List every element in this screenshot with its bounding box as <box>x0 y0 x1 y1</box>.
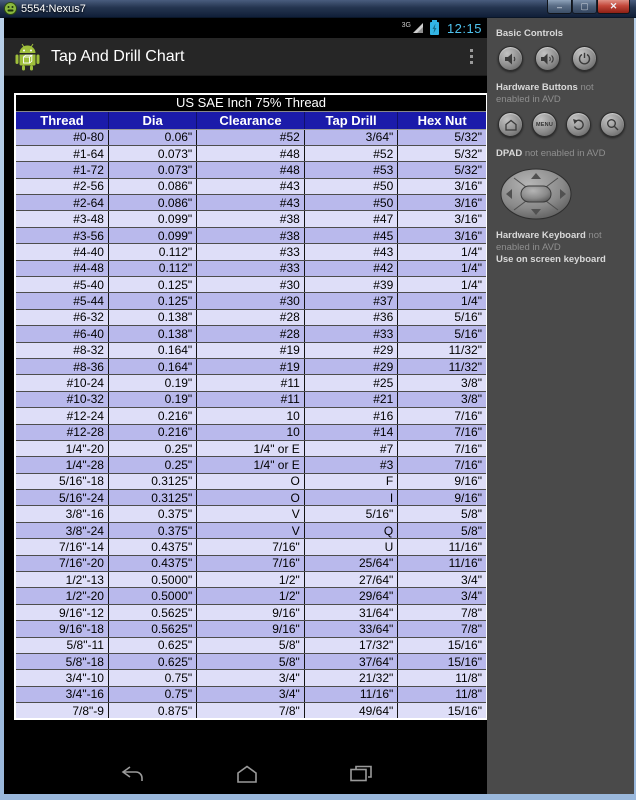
table-cell: 9/16" <box>197 604 305 620</box>
dpad-control[interactable] <box>500 168 625 220</box>
emulator-control-panel <box>487 18 634 794</box>
table-cell: 1/4" <box>398 244 487 260</box>
table-cell: 1/4" or E <box>197 457 305 473</box>
table-row <box>15 358 487 374</box>
table-cell: 1/4" or E <box>197 440 305 456</box>
table-cell: 7/8"-9 <box>15 703 108 719</box>
table-cell: #3 <box>304 457 397 473</box>
table-cell: #11 <box>197 375 305 391</box>
table-row <box>15 375 487 391</box>
app-title: Tap And Drill Chart <box>51 47 185 65</box>
table-cell: 0.086" <box>108 195 196 211</box>
home-nav-icon[interactable] <box>235 765 259 783</box>
table-cell: 1/4"-20 <box>15 440 108 456</box>
table-cell: Q <box>304 522 397 538</box>
hardware-buttons-title: Hardware Buttons <box>496 82 578 93</box>
table-cell: #8-32 <box>15 342 108 358</box>
table-cell: 10 <box>197 408 305 424</box>
table-cell: 0.086" <box>108 178 196 194</box>
table-row <box>15 604 487 620</box>
window-titlebar[interactable] <box>0 0 636 18</box>
table-cell: 3/4"-10 <box>15 670 108 686</box>
recent-apps-nav-icon[interactable] <box>349 765 373 783</box>
table-cell: 5/8" <box>398 522 487 538</box>
table-cell: 49/64" <box>304 703 397 719</box>
maximize-button[interactable]: ▢ <box>572 0 597 14</box>
table-header-row <box>15 111 487 129</box>
table-cell: 3/8"-16 <box>15 506 108 522</box>
table-cell: #25 <box>304 375 397 391</box>
table-cell: #6-40 <box>15 326 108 342</box>
table-cell: #30 <box>197 277 305 293</box>
table-cell: #4-40 <box>15 244 108 260</box>
drill-table-body <box>15 129 487 719</box>
table-cell: O <box>197 490 305 506</box>
table-cell: 0.5000" <box>108 572 196 588</box>
table-cell: 1/4" <box>398 293 487 309</box>
close-button[interactable]: ✕ <box>597 0 630 14</box>
table-cell: U <box>304 539 397 555</box>
table-cell: 15/16" <box>398 654 487 670</box>
table-title-row <box>15 94 487 111</box>
table-cell: #12-28 <box>15 424 108 440</box>
table-cell: #33 <box>304 326 397 342</box>
status-clock: 12:15 <box>446 20 482 36</box>
table-row <box>15 572 487 588</box>
table-cell: #47 <box>304 211 397 227</box>
table-cell: 17/32" <box>304 637 397 653</box>
table-row <box>15 457 487 473</box>
search-button[interactable] <box>600 112 625 137</box>
table-cell: #3-48 <box>15 211 108 227</box>
table-cell: #14 <box>304 424 397 440</box>
table-cell: 0.112" <box>108 260 196 276</box>
table-cell: 0.875" <box>108 703 196 719</box>
menu-button[interactable] <box>532 112 557 137</box>
hardware-keyboard-title: Hardware Keyboard <box>496 230 586 241</box>
table-cell: 0.216" <box>108 424 196 440</box>
table-cell: 0.25" <box>108 457 196 473</box>
table-cell: 7/16" <box>398 457 487 473</box>
minimize-button[interactable]: – <box>547 0 572 14</box>
table-cell: 7/16"-14 <box>15 539 108 555</box>
table-cell: 7/8" <box>398 621 487 637</box>
table-cell: 1/2"-20 <box>15 588 108 604</box>
table-cell: 0.164" <box>108 358 196 374</box>
table-cell: 31/64" <box>304 604 397 620</box>
table-row <box>15 260 487 276</box>
table-row <box>15 473 487 489</box>
table-row <box>15 440 487 456</box>
table-cell: 11/16" <box>398 539 487 555</box>
table-row <box>15 145 487 161</box>
table-cell: 3/16" <box>398 195 487 211</box>
table-cell: 0.099" <box>108 211 196 227</box>
hardware-buttons-note: not enabled in AVD <box>496 82 594 105</box>
table-cell: #50 <box>304 195 397 211</box>
table-row <box>15 309 487 325</box>
table-cell: 7/16"-20 <box>15 555 108 571</box>
table-cell: 3/4" <box>398 572 487 588</box>
table-cell: #4-48 <box>15 260 108 276</box>
table-row <box>15 162 487 178</box>
table-cell: 7/16" <box>398 424 487 440</box>
table-cell: 9/16" <box>197 621 305 637</box>
table-row <box>15 424 487 440</box>
onscreen-keyboard-hint: Use on screen keyboard <box>496 254 606 265</box>
dpad-label <box>496 148 625 160</box>
dpad-note: not enabled in AVD <box>524 148 606 159</box>
table-cell: #10-24 <box>15 375 108 391</box>
table-cell: 0.375" <box>108 506 196 522</box>
table-cell: 9/16"-18 <box>15 621 108 637</box>
table-row <box>15 211 487 227</box>
table-cell: 0.125" <box>108 277 196 293</box>
table-cell: 0.5625" <box>108 621 196 637</box>
table-cell: #29 <box>304 358 397 374</box>
table-cell: #33 <box>197 244 305 260</box>
table-cell: #29 <box>304 342 397 358</box>
table-cell: #3-56 <box>15 227 108 243</box>
signal-strength-icon <box>402 22 424 34</box>
table-cell: #19 <box>197 358 305 374</box>
table-cell: #2-56 <box>15 178 108 194</box>
table-cell: 5/16" <box>398 326 487 342</box>
table-cell: 1/4" <box>398 260 487 276</box>
table-cell: 11/8" <box>398 670 487 686</box>
table-cell: 0.5000" <box>108 588 196 604</box>
table-cell: 11/32" <box>398 358 487 374</box>
table-cell: 5/8"-11 <box>15 637 108 653</box>
table-cell: 7/16" <box>197 555 305 571</box>
app-action-bar <box>4 38 487 76</box>
table-cell: 33/64" <box>304 621 397 637</box>
table-row <box>15 129 487 145</box>
table-cell: 0.75" <box>108 686 196 702</box>
table-cell: #33 <box>197 260 305 276</box>
table-cell: #12-24 <box>15 408 108 424</box>
table-cell: #5-44 <box>15 293 108 309</box>
column-header: Tap Drill <box>304 111 397 129</box>
table-cell: #16 <box>304 408 397 424</box>
table-cell: #11 <box>197 391 305 407</box>
table-row <box>15 506 487 522</box>
table-row <box>15 588 487 604</box>
table-cell: 11/16" <box>304 686 397 702</box>
table-cell: #19 <box>197 342 305 358</box>
table-cell: 0.3125" <box>108 490 196 506</box>
table-cell: 27/64" <box>304 572 397 588</box>
hardware-buttons-row <box>498 112 625 137</box>
table-cell: 5/16" <box>398 309 487 325</box>
emulator-app-icon <box>4 2 17 15</box>
table-cell: F <box>304 473 397 489</box>
table-cell: 7/8" <box>197 703 305 719</box>
table-cell: 15/16" <box>398 637 487 653</box>
table-row <box>15 408 487 424</box>
table-cell: 3/8" <box>398 375 487 391</box>
table-cell: I <box>304 490 397 506</box>
table-cell: #53 <box>304 162 397 178</box>
table-cell: #37 <box>304 293 397 309</box>
table-cell: #52 <box>304 145 397 161</box>
table-cell: #38 <box>197 211 305 227</box>
table-cell: 10 <box>197 424 305 440</box>
table-cell: 5/8" <box>197 637 305 653</box>
table-cell: 0.125" <box>108 293 196 309</box>
table-cell: #21 <box>304 391 397 407</box>
table-row <box>15 342 487 358</box>
power-button[interactable] <box>572 46 597 71</box>
back-button[interactable] <box>566 112 591 137</box>
column-header: Dia <box>108 111 196 129</box>
table-title: US SAE Inch 75% Thread <box>15 94 487 111</box>
table-cell: #43 <box>197 195 305 211</box>
table-row <box>15 391 487 407</box>
table-row <box>15 670 487 686</box>
table-cell: 11/8" <box>398 686 487 702</box>
table-cell: #43 <box>304 244 397 260</box>
table-cell: 3/4" <box>197 670 305 686</box>
hardware-keyboard-label <box>496 230 625 254</box>
table-cell: 1/2" <box>197 588 305 604</box>
table-cell: 0.073" <box>108 162 196 178</box>
network-type-label: 3G <box>401 22 411 29</box>
table-cell: #39 <box>304 277 397 293</box>
table-row <box>15 621 487 637</box>
column-header: Hex Nut <box>398 111 487 129</box>
table-cell: 7/16" <box>398 408 487 424</box>
table-cell: 9/16"-12 <box>15 604 108 620</box>
table-cell: #43 <box>197 178 305 194</box>
hardware-buttons-label <box>496 82 625 106</box>
table-cell: 5/32" <box>398 129 487 145</box>
hardware-keyboard-note: not enabled in AVD <box>496 230 602 253</box>
table-cell: 0.138" <box>108 326 196 342</box>
table-row <box>15 227 487 243</box>
table-cell: 0.4375" <box>108 539 196 555</box>
table-cell: 3/16" <box>398 178 487 194</box>
table-cell: 0.5625" <box>108 604 196 620</box>
table-cell: #2-64 <box>15 195 108 211</box>
table-row <box>15 195 487 211</box>
table-cell: 21/32" <box>304 670 397 686</box>
table-cell: #50 <box>304 178 397 194</box>
menu-button-label: MENU <box>536 121 553 128</box>
table-cell: 0.06" <box>108 129 196 145</box>
table-cell: #52 <box>197 129 305 145</box>
table-cell: 5/16" <box>304 506 397 522</box>
table-row <box>15 178 487 194</box>
back-nav-icon[interactable] <box>119 765 145 783</box>
table-row <box>15 539 487 555</box>
table-cell: 1/2" <box>197 572 305 588</box>
tap-drill-table <box>14 93 487 720</box>
table-cell: 29/64" <box>304 588 397 604</box>
table-cell: 0.112" <box>108 244 196 260</box>
volume-down-button[interactable] <box>498 46 523 71</box>
table-cell: 0.75" <box>108 670 196 686</box>
table-cell: 3/8"-24 <box>15 522 108 538</box>
table-cell: 3/4"-16 <box>15 686 108 702</box>
table-cell: V <box>197 506 305 522</box>
table-cell: #1-72 <box>15 162 108 178</box>
table-row <box>15 637 487 653</box>
table-row <box>15 522 487 538</box>
table-cell: 5/8" <box>197 654 305 670</box>
table-row <box>15 703 487 719</box>
table-cell: #45 <box>304 227 397 243</box>
window-title: 5554:Nexus7 <box>21 2 86 15</box>
table-cell: 0.138" <box>108 309 196 325</box>
table-cell: 0.625" <box>108 637 196 653</box>
table-cell: 0.25" <box>108 440 196 456</box>
emulator-screen <box>4 18 487 794</box>
table-cell: 0.19" <box>108 375 196 391</box>
table-cell: 9/16" <box>398 490 487 506</box>
table-row <box>15 654 487 670</box>
window-controls <box>547 0 630 14</box>
table-cell: 37/64" <box>304 654 397 670</box>
table-cell: 3/16" <box>398 211 487 227</box>
home-button[interactable] <box>498 112 523 137</box>
table-cell: #7 <box>304 440 397 456</box>
table-cell: 15/16" <box>398 703 487 719</box>
column-header: Thread <box>15 111 108 129</box>
android-nav-bar <box>4 753 487 794</box>
table-cell: 0.625" <box>108 654 196 670</box>
table-row <box>15 244 487 260</box>
table-cell: 5/32" <box>398 162 487 178</box>
overflow-menu-icon[interactable] <box>464 43 480 71</box>
table-cell: V <box>197 522 305 538</box>
table-cell: 7/16" <box>398 440 487 456</box>
table-cell: 1/2"-13 <box>15 572 108 588</box>
table-row <box>15 490 487 506</box>
table-cell: #42 <box>304 260 397 276</box>
table-cell: #5-40 <box>15 277 108 293</box>
table-cell: 0.073" <box>108 145 196 161</box>
table-cell: #48 <box>197 145 305 161</box>
table-cell: 0.099" <box>108 227 196 243</box>
table-cell: 3/16" <box>398 227 487 243</box>
column-header: Clearance <box>197 111 305 129</box>
android-robot-icon <box>14 42 41 71</box>
battery-charging-icon <box>430 22 439 35</box>
table-cell: 0.3125" <box>108 473 196 489</box>
table-cell: 11/32" <box>398 342 487 358</box>
table-cell: 5/16"-18 <box>15 473 108 489</box>
table-cell: 5/32" <box>398 145 487 161</box>
table-cell: #30 <box>197 293 305 309</box>
table-cell: #1-64 <box>15 145 108 161</box>
table-cell: #28 <box>197 309 305 325</box>
table-cell: 3/64" <box>304 129 397 145</box>
table-cell: 3/8" <box>398 391 487 407</box>
table-row <box>15 277 487 293</box>
table-cell: 0.216" <box>108 408 196 424</box>
android-status-bar <box>4 18 487 38</box>
table-row <box>15 555 487 571</box>
table-cell: #6-32 <box>15 309 108 325</box>
volume-up-button[interactable] <box>535 46 560 71</box>
table-cell: 5/8"-18 <box>15 654 108 670</box>
table-cell: 11/16" <box>398 555 487 571</box>
table-cell: 1/4" <box>398 277 487 293</box>
table-cell: #10-32 <box>15 391 108 407</box>
table-row <box>15 293 487 309</box>
table-cell: #0-80 <box>15 129 108 145</box>
table-row <box>15 326 487 342</box>
table-cell: 0.19" <box>108 391 196 407</box>
table-cell: #38 <box>197 227 305 243</box>
basic-controls-buttons <box>498 46 625 71</box>
table-cell: #36 <box>304 309 397 325</box>
table-cell: #48 <box>197 162 305 178</box>
table-cell: 5/16"-24 <box>15 490 108 506</box>
table-cell: 5/8" <box>398 506 487 522</box>
table-cell: 0.375" <box>108 522 196 538</box>
table-scroll-area[interactable] <box>4 76 487 753</box>
basic-controls-label: Basic Controls <box>496 28 564 39</box>
table-cell: 7/8" <box>398 604 487 620</box>
dpad-title: DPAD <box>496 148 523 159</box>
table-cell: 0.4375" <box>108 555 196 571</box>
table-cell: 3/4" <box>197 686 305 702</box>
table-cell: 9/16" <box>398 473 487 489</box>
table-cell: #28 <box>197 326 305 342</box>
table-cell: #8-36 <box>15 358 108 374</box>
table-row <box>15 686 487 702</box>
table-cell: 0.164" <box>108 342 196 358</box>
table-cell: 7/16" <box>197 539 305 555</box>
table-cell: 25/64" <box>304 555 397 571</box>
table-cell: O <box>197 473 305 489</box>
table-cell: 3/4" <box>398 588 487 604</box>
table-cell: 1/4"-28 <box>15 457 108 473</box>
